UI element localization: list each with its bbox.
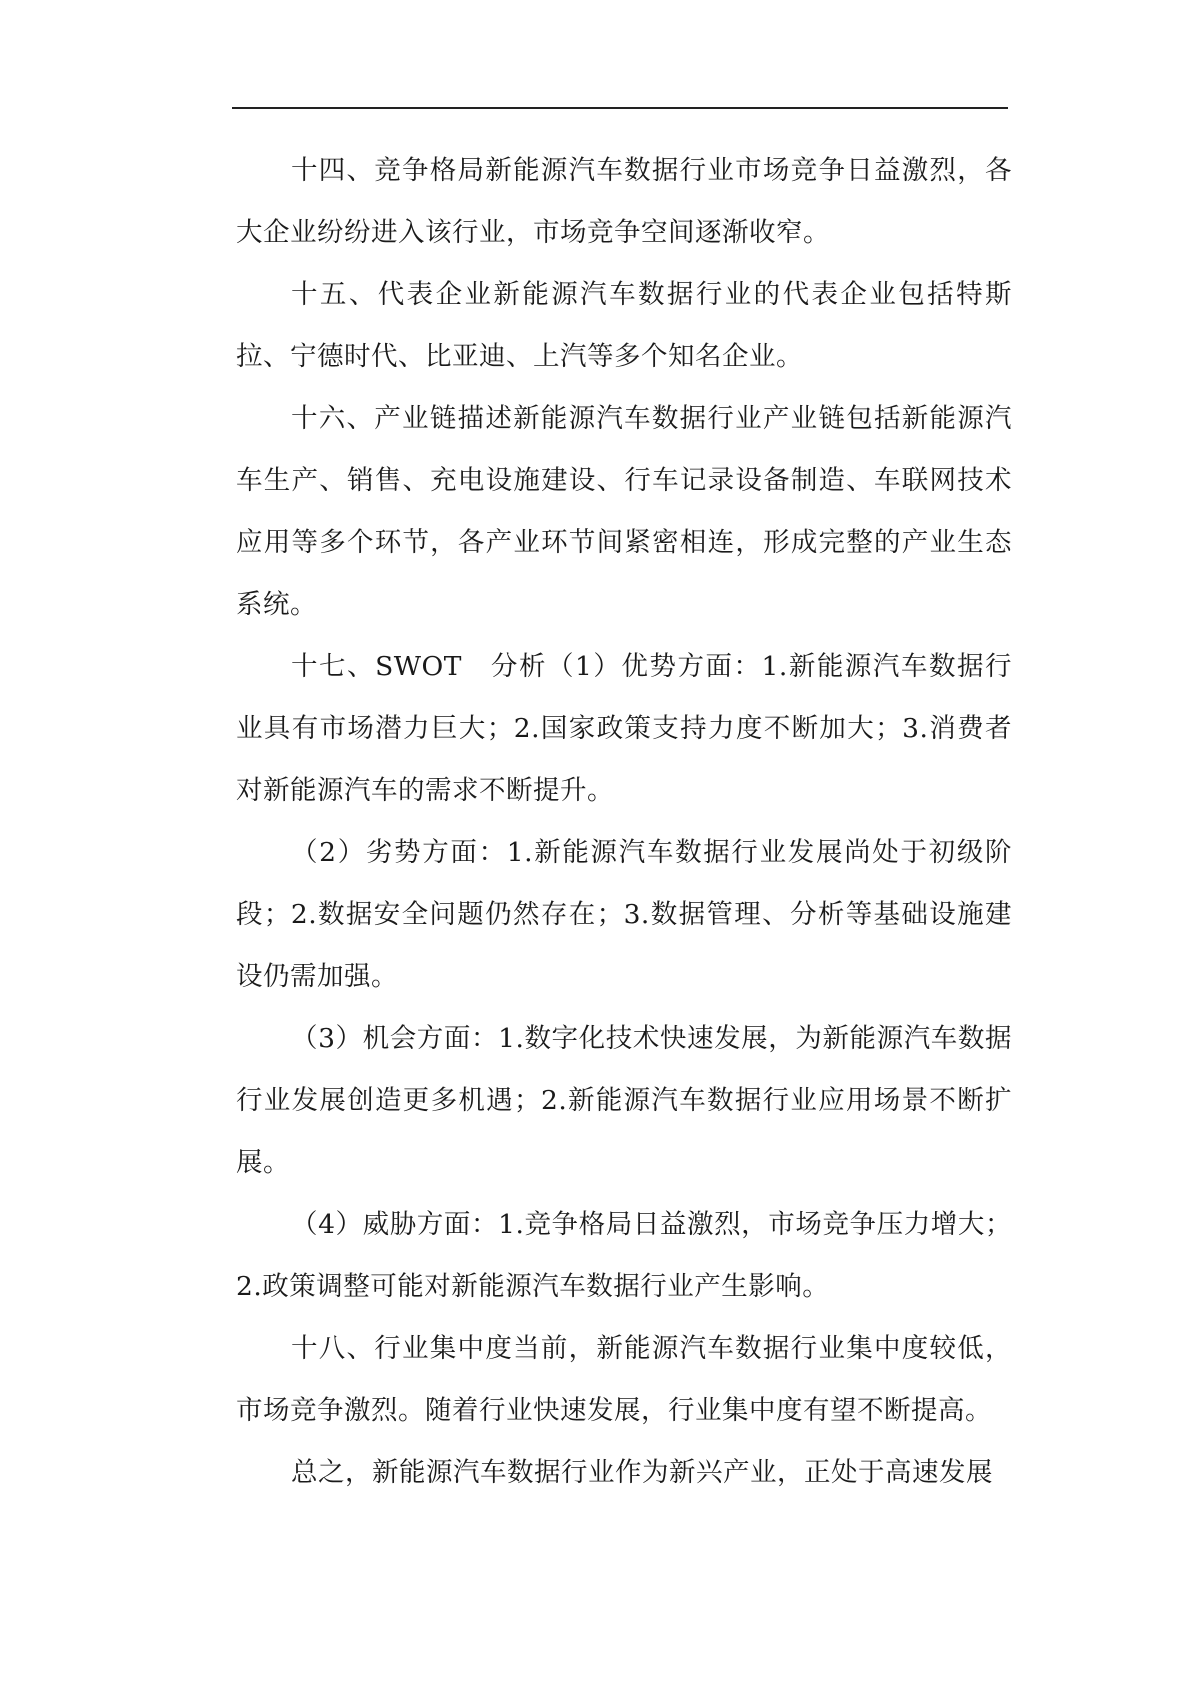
header-rule	[232, 107, 1008, 109]
paragraph-industry-chain: 十六、产业链描述新能源汽车数据行业产业链包括新能源汽车生产、销售、充电设施建设、行车记录设备制造、车联网技术应用等多个环节，各产业环节间紧密相连，形成完整的产业生态系统。	[236, 403, 1012, 620]
paragraph-swot-strengths: 十七、SWOT 分析（1）优势方面：1.新能源汽车数据行业具有市场潜力巨大；2.国家政策支持力度不断加大；3.消费者对新能源汽车的需求不断提升。	[236, 651, 1012, 806]
paragraph-swot-opportunities: （3）机会方面：1.数字化技术快速发展，为新能源汽车数据行业发展创造更多机遇；2.新能源汽车数据行业应用场景不断扩展。	[236, 1023, 1012, 1178]
paragraph-representative-companies: 十五、代表企业新能源汽车数据行业的代表企业包括特斯拉、宁德时代、比亚迪、上汽等多个知名企业。	[236, 279, 1012, 372]
paragraph-competition: 十四、竞争格局新能源汽车数据行业市场竞争日益激烈，各大企业纷纷进入该行业，市场竞争空间逐渐收窄。	[236, 155, 1012, 248]
paragraph-swot-threats: （4）威胁方面：1.竞争格局日益激烈，市场竞争压力增大；2.政策调整可能对新能源汽车数据行业产生影响。	[236, 1209, 1012, 1302]
paragraph-swot-weaknesses: （2）劣势方面：1.新能源汽车数据行业发展尚处于初级阶段；2.数据安全问题仍然存在；3.数据管理、分析等基础设施建设仍需加强。	[236, 837, 1012, 992]
document-body	[236, 140, 1012, 1504]
paragraph-concentration: 十八、行业集中度当前，新能源汽车数据行业集中度较低，市场竞争激烈。随着行业快速发展，行业集中度有望不断提高。	[236, 1333, 1012, 1426]
paragraph-summary: 总之，新能源汽车数据行业作为新兴产业，正处于高速发展	[291, 1457, 993, 1488]
